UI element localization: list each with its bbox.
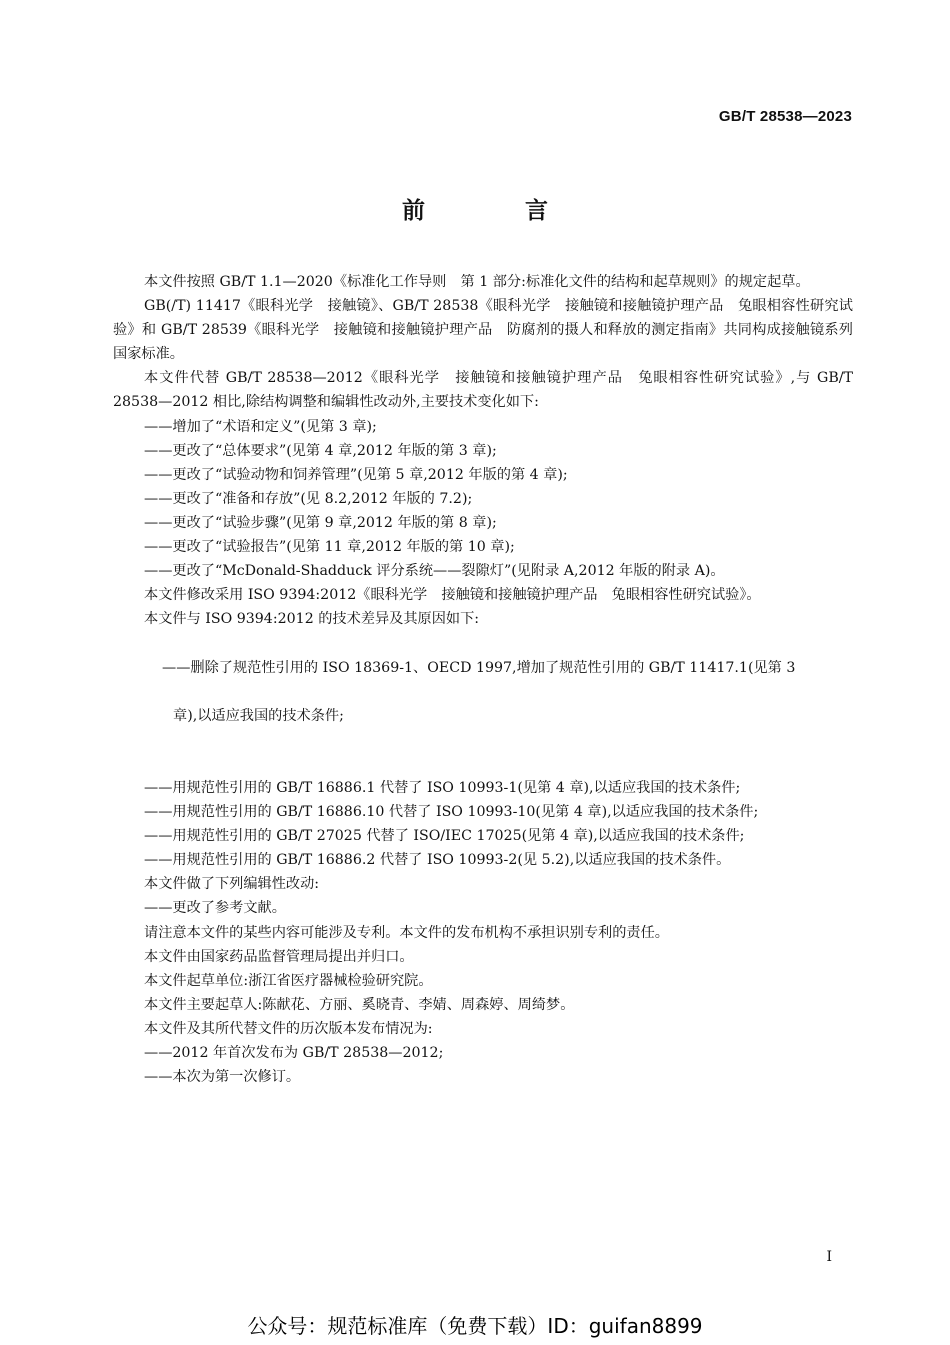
paragraph-proposer: 本文件由国家药品监督管理局提出并归口。	[144, 948, 414, 965]
paragraph-patent-notice: 请注意本文件的某些内容可能涉及专利。本文件的发布机构不承担识别专利的责任。	[144, 924, 669, 941]
list-item-difference	[113, 631, 853, 776]
paragraph-differences-intro: 本文件与 ISO 9394:2012 的技术差异及其原因如下:	[144, 611, 480, 628]
list-item-difference: ——用规范性引用的 GB/T 27025 代替了 ISO/IEC 17025(见第 4 章),以适应我国的技术条件;	[144, 828, 745, 845]
difference-first-continuation: 章),以适应我国的技术条件;	[173, 707, 344, 724]
list-item-change: ——更改了“试验动物和饲养管理”(见第 5 章,2012 年版的第 4 章);	[144, 466, 568, 483]
paragraph-series: GB(/T) 11417《眼科光学 接触镜》、GB/T 28538《眼科光学 接触镜和接触镜护理产品 兔眼相容性研究试验》和 GB/T 28539《眼科光学 接触镜和接触镜护理产品 防腐剂的摄人和释放的测定指南》共同构成接触镜系列国家标准。	[113, 298, 853, 363]
paragraph-drafters: 本文件主要起草人:陈献花、方丽、奚晓青、李婧、周森婷、周绮梦。	[144, 996, 575, 1013]
standard-code: GB/T 28538—2023	[718, 108, 852, 125]
list-item-history: ——2012 年首次发布为 GB/T 28538—2012;	[144, 1045, 444, 1061]
paragraph-replacement: 本文件代替 GB/T 28538—2012《眼科光学 接触镜和接触镜护理产品 兔眼相容性研究试验》,与 GB/T 28538—2012 相比,除结构调整和编辑性改动外,主要技术变化如下:	[113, 370, 858, 411]
list-item-difference: ——用规范性引用的 GB/T 16886.10 代替了 ISO 10993-10(见第 4 章),以适应我国的技术条件;	[144, 804, 759, 821]
list-item-difference: ——用规范性引用的 GB/T 16886.2 代替了 ISO 10993-2(见 5.2),以适应我国的技术条件。	[144, 852, 731, 869]
document-body	[113, 270, 858, 1089]
page-number: I	[826, 1249, 832, 1265]
difference-first-line: ——删除了规范性引用的 ISO 18369-1、OECD 1997,增加了规范性引用的 GB/T 11417.1(见第 3	[162, 659, 796, 676]
list-item-change: ——增加了“术语和定义”(见第 3 章);	[144, 418, 377, 435]
paragraph-editorial-intro: 本文件做了下列编辑性改动:	[144, 876, 320, 893]
list-item-editorial: ——更改了参考文献。	[144, 900, 286, 917]
list-item-change: ——更改了“McDonald-Shadduck 评分系统——裂隙灯”(见附录 A,2012 年版的附录 A)。	[144, 563, 725, 580]
list-item-change: ——更改了“试验步骤”(见第 9 章,2012 年版的第 8 章);	[144, 514, 497, 531]
list-item-change: ——更改了“准备和存放”(见 8.2,2012 年版的 7.2);	[144, 490, 473, 507]
list-item-history: ——本次为第一次修订。	[144, 1069, 301, 1086]
paragraph-iso-adoption: 本文件修改采用 ISO 9394:2012《眼科光学 接触镜和接触镜护理产品 兔眼相容性研究试验》。	[144, 587, 761, 604]
paragraph-drafting-unit: 本文件起草单位:浙江省医疗器械检验研究院。	[144, 972, 433, 989]
footer-note: 公众号：规范标准库（免费下载）ID：guifan8899	[247, 1314, 703, 1338]
paragraph-history-intro: 本文件及其所代替文件的历次版本发布情况为:	[144, 1020, 433, 1037]
list-item-change: ——更改了“总体要求”(见第 4 章,2012 年版的第 3 章);	[144, 442, 497, 459]
page-title: 前 言	[401, 198, 594, 224]
list-item-difference: ——用规范性引用的 GB/T 16886.1 代替了 ISO 10993-1(见第 4 章),以适应我国的技术条件;	[144, 779, 741, 796]
paragraph-drafting-basis: 本文件按照 GB/T 1.1—2020《标准化工作导则 第 1 部分:标准化文件的结构和起草规则》的规定起草。	[144, 274, 810, 290]
list-item-change: ——更改了“试验报告”(见第 11 章,2012 年版的第 10 章);	[144, 539, 515, 556]
